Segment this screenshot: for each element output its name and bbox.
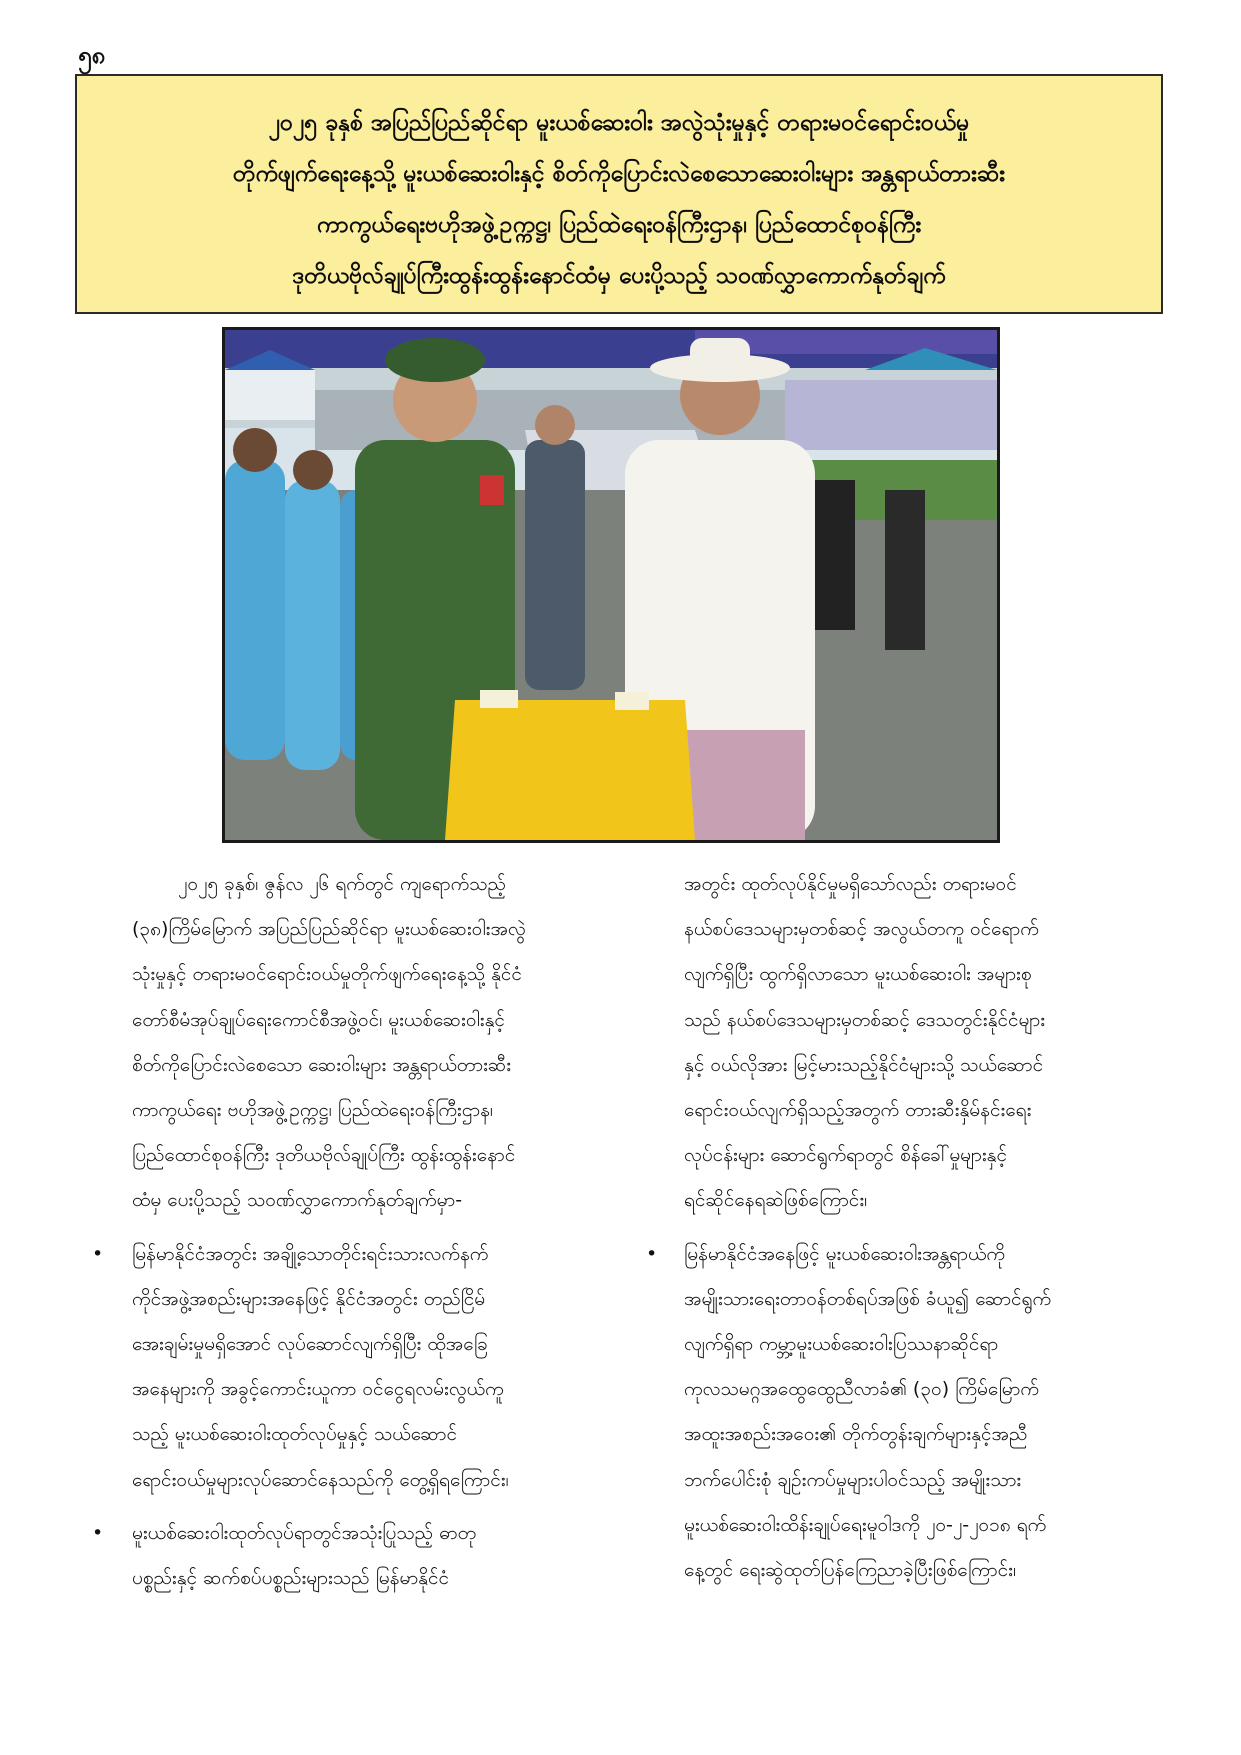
- continuation-line: လုပ်ငန်းများ ဆောင်ရွက်ရာတွင် စိန်ခေါ်မှုများနှင့်: [684, 1144, 1008, 1167]
- bullet-item-1: [92, 1232, 647, 1503]
- event-photo: [222, 327, 1000, 843]
- bullet-line: မြန်မာနိုင်ငံအနေဖြင့် မူးယစ်ဆေးဝါးအန္တရာယ်ကို: [684, 1242, 1006, 1265]
- continuation-line: ရင်ဆိုင်နေရဆဲဖြစ်ကြောင်း၊: [684, 1189, 868, 1212]
- intro-line: (၃၈)ကြိမ်မြောက် အပြည်ပြည်ဆိုင်ရာ မူးယစ်ဆေးဝါးအလွဲ: [132, 918, 526, 941]
- bullet-symbol: •: [92, 1242, 104, 1265]
- event-photo-illustration: [225, 330, 997, 840]
- title-line-4: ဒုတိယဗိုလ်ချုပ်ကြီးထွန်းထွန်းနောင်ထံမှ ပေးပို့သည့် သဝဏ်လွှာကောက်နုတ်ချက်: [292, 263, 946, 289]
- intro-line: တော်စီမံအုပ်ချုပ်ရေးကောင်စီအဖွဲ့ဝင်၊ မူးယစ်ဆေးဝါးနှင့်: [132, 1008, 505, 1031]
- bullet-line: အနေများကို အခွင့်ကောင်းယူကာ ဝင်ငွေရလမ်းလွယ်ကူ: [132, 1378, 504, 1401]
- left-column: [92, 862, 647, 1601]
- bullet-line: ရောင်းဝယ်မှုများလုပ်ဆောင်နေသည်ကို တွေ့ရှိရကြောင်း၊: [132, 1468, 509, 1491]
- intro-line: ပြည်ထောင်စုဝန်ကြီး ဒုတိယဗိုလ်ချုပ်ကြီး ထွန်းထွန်းနောင်: [132, 1144, 516, 1167]
- bullet-line: အေးချမ်းမှုမရှိအောင် လုပ်ဆောင်လျက်ရှိပြီး ထိုအခြေ: [132, 1333, 488, 1356]
- continuation-line: နှင့် ဝယ်လိုအား မြင့်မားသည့်နိုင်ငံများသို့ သယ်ဆောင်: [684, 1053, 1044, 1076]
- title-box: [75, 74, 1163, 314]
- bullet-line: ကိုင်အဖွဲ့အစည်းများအနေဖြင့် နိုင်ငံအတွင်း တည်ငြိမ်: [132, 1287, 486, 1310]
- intro-line: ၂၀၂၅ ခုနှစ်၊ ဇွန်လ ၂၆ ရက်တွင် ကျရောက်သည့်: [178, 873, 506, 895]
- bullet-line: မြန်မာနိုင်ငံအတွင်း အချို့သောတိုင်းရင်းသားလက်နက်: [132, 1242, 489, 1265]
- right-column: [638, 862, 1158, 1593]
- intro-line: ကာကွယ်ရေး ဗဟိုအဖွဲ့ဥက္ကဋ္ဌ၊ ပြည်ထဲရေးဝန်ကြီးဌာန၊: [132, 1099, 493, 1122]
- intro-line: ထံမှ ပေးပို့သည့် သဝဏ်လွှာကောက်နုတ်ချက်မှာ-: [132, 1189, 463, 1212]
- title-line-2: တိုက်ဖျက်ရေးနေ့သို့ မူးယစ်ဆေးဝါးနှင့် စိတ်ကိုပြောင်းလဲစေသောဆေးဝါးများ အန္တရာယ်တားဆီး: [233, 161, 1005, 187]
- continuation-line: လျက်ရှိပြီး ထွက်ရှိလာသော မူးယစ်ဆေးဝါး အများစု: [684, 963, 1032, 986]
- bullet-line: ကုလသမဂ္ဂအထွေထွေညီလာခံ၏ (၃၀) ကြိမ်မြောက်: [684, 1378, 1039, 1401]
- bullet-line: မူးယစ်ဆေးဝါးထုတ်လုပ်ရာတွင်အသုံးပြုသည့် ဓာတု: [132, 1521, 477, 1544]
- continuation-line: သည် နယ်စပ်ဒေသများမှတစ်ဆင့် ဒေသတွင်းနိုင်ငံများ: [684, 1008, 1046, 1031]
- intro-line: သုံးမှုနှင့် တရားမဝင်ရောင်းဝယ်မှုတိုက်ဖျက်ရေးနေ့သို့ နိုင်ငံ: [132, 963, 522, 986]
- title-line-3: ကာကွယ်ရေးဗဟိုအဖွဲ့ဥက္ကဋ္ဌ၊ ပြည်ထဲရေးဝန်ကြီးဌာန၊ ပြည်ထောင်စုဝန်ကြီး: [316, 212, 922, 238]
- bullet-line: ဘက်ပေါင်းစုံ ချဉ်းကပ်မှုများပါဝင်သည့် အမျိုးသား: [684, 1468, 1022, 1491]
- title-line-1: ၂၀၂၅ ခုနှစ် အပြည်ပြည်ဆိုင်ရာ မူးယစ်ဆေးဝါး အလွဲသုံးမှုနှင့် တရားမဝင်ရောင်းဝယ်မှု: [268, 110, 970, 136]
- continuation-paragraph: [638, 862, 1158, 1224]
- bullet-line: နေ့တွင် ရေးဆွဲထုတ်ပြန်ကြေညာခဲ့ပြီးဖြစ်ကြောင်း၊: [684, 1559, 1016, 1582]
- bullet-line: သည့် မူးယစ်ဆေးဝါးထုတ်လုပ်မှုနှင့် သယ်ဆောင်: [132, 1423, 458, 1446]
- intro-paragraph: [132, 862, 647, 1224]
- intro-line: စိတ်ကိုပြောင်းလဲစေသော ဆေးဝါးများ အန္တရာယ်တားဆီး: [132, 1053, 512, 1076]
- bullet-symbol: •: [92, 1521, 104, 1544]
- bullet-symbol: •: [646, 1242, 658, 1265]
- bullet-line: အမျိုးသားရေးတာဝန်တစ်ရပ်အဖြစ် ခံယူ၍ ဆောင်ရွက်: [684, 1287, 1052, 1310]
- page-number: ၅၈: [78, 41, 106, 69]
- bullet-item-2: [92, 1511, 647, 1601]
- bullet-line: အထူးအစည်းအဝေး၏ တိုက်တွန်းချက်များနှင့်အညီ: [684, 1423, 1028, 1446]
- bullet-line: မူးယစ်ဆေးဝါးထိန်းချုပ်ရေးမူဝါဒကို ၂၀-၂-၂၀၁၈ ရက်: [684, 1513, 1047, 1536]
- continuation-line: နယ်စပ်ဒေသများမှတစ်ဆင့် အလွယ်တကူ ဝင်ရောက်: [684, 918, 1039, 941]
- bullet-item-3: [638, 1232, 1158, 1594]
- continuation-line: အတွင်း ထုတ်လုပ်နိုင်မှုမရှိသော်လည်း တရားမဝင်: [684, 873, 1017, 895]
- bullet-line: လျက်ရှိရာ ကမ္ဘာ့မူးယစ်ဆေးဝါးပြဿနာဆိုင်ရာ: [684, 1333, 999, 1356]
- bullet-line: ပစ္စည်းနှင့် ဆက်စပ်ပစ္စည်းများသည် မြန်မာနိုင်ငံ: [132, 1567, 450, 1590]
- continuation-line: ရောင်းဝယ်လျက်ရှိသည့်အတွက် တားဆီးနှိမ်နင်းရေး: [684, 1099, 1032, 1122]
